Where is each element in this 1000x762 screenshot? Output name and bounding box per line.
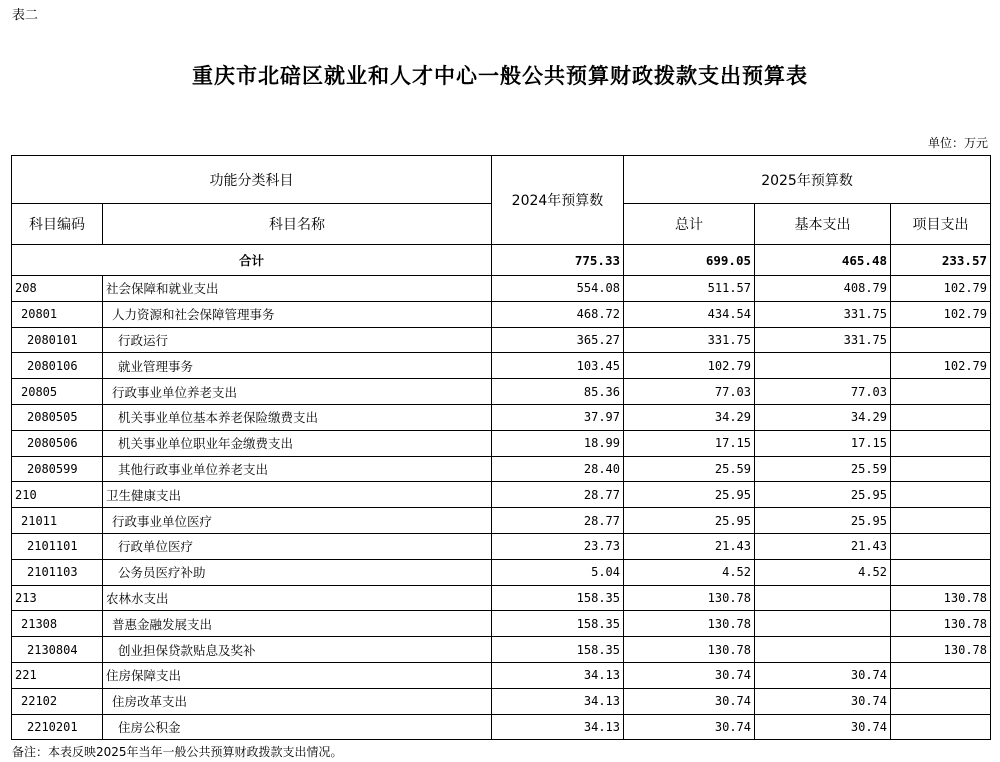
row-project bbox=[891, 688, 991, 714]
page-title: 重庆市北碚区就业和人才中心一般公共预算财政拨款支出预算表 bbox=[192, 63, 808, 88]
unit-label: 单位：万元 bbox=[927, 136, 988, 150]
row-total: 30.74 bbox=[624, 662, 755, 688]
row-code: 2080106 bbox=[12, 353, 103, 379]
table-row bbox=[12, 327, 991, 353]
row-budget-2024: 85.36 bbox=[492, 379, 624, 405]
table-row bbox=[12, 559, 991, 585]
row-project: 102.79 bbox=[891, 301, 991, 327]
row-total: 25.95 bbox=[624, 482, 755, 508]
row-basic: 21.43 bbox=[755, 533, 891, 559]
row-basic: 30.74 bbox=[755, 688, 891, 714]
row-total: 511.57 bbox=[624, 276, 755, 302]
table-row bbox=[12, 456, 991, 482]
table-row bbox=[12, 533, 991, 559]
table-row bbox=[12, 430, 991, 456]
row-basic: 34.29 bbox=[755, 404, 891, 430]
table-row bbox=[12, 276, 991, 302]
row-total: 30.74 bbox=[624, 688, 755, 714]
row-project bbox=[891, 379, 991, 405]
row-budget-2024: 158.35 bbox=[492, 611, 624, 637]
row-basic: 30.74 bbox=[755, 714, 891, 740]
row-total: 130.78 bbox=[624, 637, 755, 663]
row-total: 130.78 bbox=[624, 585, 755, 611]
header-budget-2025: 2025年预算数 bbox=[624, 156, 991, 204]
row-basic bbox=[755, 637, 891, 663]
row-basic bbox=[755, 585, 891, 611]
row-project bbox=[891, 430, 991, 456]
row-name: 农林水支出 bbox=[103, 585, 492, 611]
row-project bbox=[891, 327, 991, 353]
header-basic: 基本支出 bbox=[755, 204, 891, 245]
row-basic: 408.79 bbox=[755, 276, 891, 302]
total-label: 合计 bbox=[12, 245, 492, 276]
row-name: 创业担保贷款贴息及奖补 bbox=[103, 637, 492, 663]
row-basic: 25.59 bbox=[755, 456, 891, 482]
row-project bbox=[891, 508, 991, 534]
row-total: 331.75 bbox=[624, 327, 755, 353]
row-project: 130.78 bbox=[891, 637, 991, 663]
row-budget-2024: 28.77 bbox=[492, 482, 624, 508]
row-total: 130.78 bbox=[624, 611, 755, 637]
row-total: 25.95 bbox=[624, 508, 755, 534]
header-code: 科目编码 bbox=[12, 204, 103, 245]
row-budget-2024: 103.45 bbox=[492, 353, 624, 379]
row-budget-2024: 18.99 bbox=[492, 430, 624, 456]
row-name: 行政单位医疗 bbox=[103, 533, 492, 559]
row-name: 就业管理事务 bbox=[103, 353, 492, 379]
row-name: 住房保障支出 bbox=[103, 662, 492, 688]
table-row bbox=[12, 611, 991, 637]
row-project: 102.79 bbox=[891, 276, 991, 302]
row-name: 机关事业单位职业年金缴费支出 bbox=[103, 430, 492, 456]
row-name: 社会保障和就业支出 bbox=[103, 276, 492, 302]
row-total: 17.15 bbox=[624, 430, 755, 456]
row-code: 2101103 bbox=[12, 559, 103, 585]
table-row bbox=[12, 379, 991, 405]
header-budget-2024: 2024年预算数 bbox=[492, 156, 624, 245]
row-budget-2024: 158.35 bbox=[492, 637, 624, 663]
row-code: 2080101 bbox=[12, 327, 103, 353]
row-name: 普惠金融发展支出 bbox=[103, 611, 492, 637]
header-func-category: 功能分类科目 bbox=[12, 156, 492, 204]
row-code: 221 bbox=[12, 662, 103, 688]
row-code: 2080506 bbox=[12, 430, 103, 456]
table-number-label: 表二 bbox=[12, 8, 39, 23]
row-total: 25.59 bbox=[624, 456, 755, 482]
row-total: 434.54 bbox=[624, 301, 755, 327]
header-total: 总计 bbox=[624, 204, 755, 245]
row-name: 住房改革支出 bbox=[103, 688, 492, 714]
row-project bbox=[891, 456, 991, 482]
row-name: 住房公积金 bbox=[103, 714, 492, 740]
table-row bbox=[12, 482, 991, 508]
row-basic: 77.03 bbox=[755, 379, 891, 405]
total-row bbox=[12, 245, 991, 276]
table-row bbox=[12, 585, 991, 611]
row-code: 21011 bbox=[12, 508, 103, 534]
row-basic: 30.74 bbox=[755, 662, 891, 688]
row-basic: 25.95 bbox=[755, 482, 891, 508]
row-budget-2024: 554.08 bbox=[492, 276, 624, 302]
row-project bbox=[891, 404, 991, 430]
row-project: 130.78 bbox=[891, 585, 991, 611]
total-budget-2024: 775.33 bbox=[492, 245, 624, 276]
row-project bbox=[891, 482, 991, 508]
table-row bbox=[12, 688, 991, 714]
row-budget-2024: 34.13 bbox=[492, 714, 624, 740]
row-code: 208 bbox=[12, 276, 103, 302]
table-row bbox=[12, 508, 991, 534]
row-total: 34.29 bbox=[624, 404, 755, 430]
total-total: 699.05 bbox=[624, 245, 755, 276]
row-budget-2024: 365.27 bbox=[492, 327, 624, 353]
row-project bbox=[891, 559, 991, 585]
row-basic: 17.15 bbox=[755, 430, 891, 456]
row-budget-2024: 34.13 bbox=[492, 662, 624, 688]
budget-table bbox=[11, 155, 991, 740]
row-project: 102.79 bbox=[891, 353, 991, 379]
row-code: 2210201 bbox=[12, 714, 103, 740]
table-row bbox=[12, 404, 991, 430]
row-basic bbox=[755, 353, 891, 379]
row-total: 30.74 bbox=[624, 714, 755, 740]
row-basic: 331.75 bbox=[755, 301, 891, 327]
table-row bbox=[12, 301, 991, 327]
row-basic: 331.75 bbox=[755, 327, 891, 353]
row-budget-2024: 37.97 bbox=[492, 404, 624, 430]
row-total: 77.03 bbox=[624, 379, 755, 405]
row-code: 2101101 bbox=[12, 533, 103, 559]
row-code: 21308 bbox=[12, 611, 103, 637]
row-name: 人力资源和社会保障管理事务 bbox=[103, 301, 492, 327]
row-name: 行政事业单位医疗 bbox=[103, 508, 492, 534]
row-code: 2080505 bbox=[12, 404, 103, 430]
row-basic bbox=[755, 611, 891, 637]
row-total: 21.43 bbox=[624, 533, 755, 559]
row-budget-2024: 468.72 bbox=[492, 301, 624, 327]
row-budget-2024: 5.04 bbox=[492, 559, 624, 585]
row-name: 行政事业单位养老支出 bbox=[103, 379, 492, 405]
row-basic: 4.52 bbox=[755, 559, 891, 585]
header-name: 科目名称 bbox=[103, 204, 492, 245]
row-project bbox=[891, 714, 991, 740]
row-budget-2024: 23.73 bbox=[492, 533, 624, 559]
footer-note: 备注：本表反映2025年当年一般公共预算财政拨款支出情况。 bbox=[12, 745, 343, 759]
header-project: 项目支出 bbox=[891, 204, 991, 245]
row-name: 卫生健康支出 bbox=[103, 482, 492, 508]
row-code: 213 bbox=[12, 585, 103, 611]
row-name: 其他行政事业单位养老支出 bbox=[103, 456, 492, 482]
table-row bbox=[12, 353, 991, 379]
row-code: 20805 bbox=[12, 379, 103, 405]
total-basic: 465.48 bbox=[755, 245, 891, 276]
row-code: 22102 bbox=[12, 688, 103, 714]
row-budget-2024: 28.77 bbox=[492, 508, 624, 534]
row-budget-2024: 158.35 bbox=[492, 585, 624, 611]
row-code: 210 bbox=[12, 482, 103, 508]
row-total: 102.79 bbox=[624, 353, 755, 379]
row-total: 4.52 bbox=[624, 559, 755, 585]
row-code: 2080599 bbox=[12, 456, 103, 482]
row-project bbox=[891, 533, 991, 559]
row-project bbox=[891, 662, 991, 688]
table-row bbox=[12, 662, 991, 688]
row-code: 20801 bbox=[12, 301, 103, 327]
row-name: 公务员医疗补助 bbox=[103, 559, 492, 585]
row-code: 2130804 bbox=[12, 637, 103, 663]
row-name: 机关事业单位基本养老保险缴费支出 bbox=[103, 404, 492, 430]
total-project: 233.57 bbox=[891, 245, 991, 276]
row-basic: 25.95 bbox=[755, 508, 891, 534]
table-row bbox=[12, 714, 991, 740]
table-row bbox=[12, 637, 991, 663]
row-budget-2024: 28.40 bbox=[492, 456, 624, 482]
row-project: 130.78 bbox=[891, 611, 991, 637]
row-budget-2024: 34.13 bbox=[492, 688, 624, 714]
row-name: 行政运行 bbox=[103, 327, 492, 353]
